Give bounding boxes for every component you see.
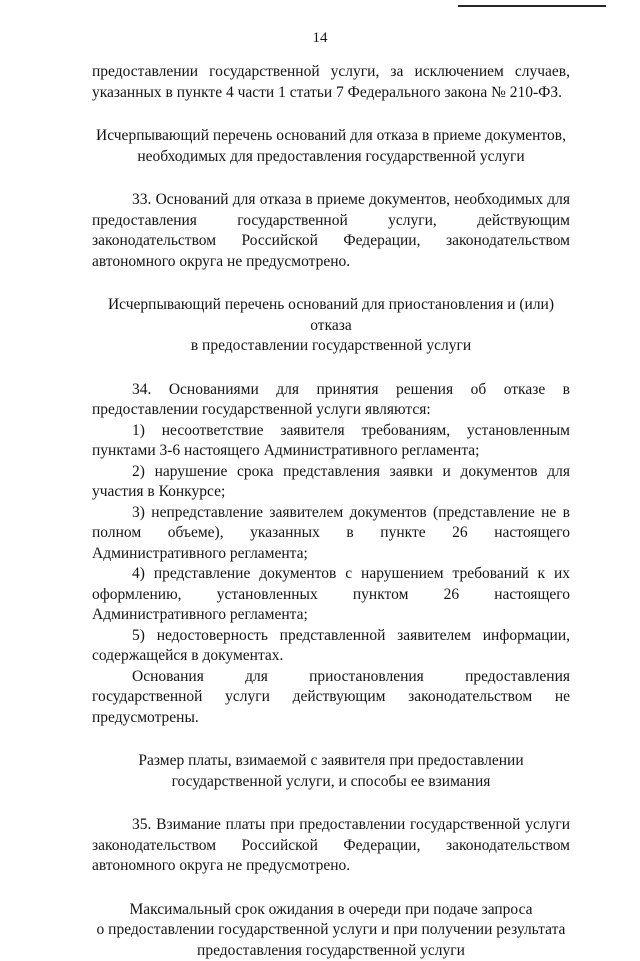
page-number: 14 — [0, 29, 640, 48]
section-heading-refusal-documents — [92, 126, 570, 167]
section-heading-suspension-refusal — [92, 295, 570, 357]
heading-line: Исчерпывающий перечень оснований для отказа в приеме документов, — [92, 126, 570, 147]
heading-line: необходимых для предоставления государственной услуги — [92, 147, 570, 168]
paragraph-35: 35. Взимание платы при предоставлении государственной услуги законодательством Российской Федерации, законодательством автономного округа не предусмотрено. — [92, 815, 570, 877]
heading-line: о предоставлении государственной услуги и при получении результата — [92, 920, 570, 941]
list-item: 4) представление документов с нарушением требований к их оформлению, установленных пунктом 26 настоящего Административного регламента; — [92, 564, 570, 626]
heading-line: Максимальный срок ожидания в очереди при подаче запроса — [92, 900, 570, 921]
heading-line: в предоставлении государственной услуги — [92, 336, 570, 357]
section-heading-queue-time — [92, 900, 570, 961]
list-item: 3) непредставление заявителем документов (представление не в полном объеме), указанных в пункте 26 настоящего Административного регламента; — [92, 503, 570, 565]
heading-line: государственной услуги, и способы ее взимания — [92, 772, 570, 793]
list-item: 5) недостоверность представленной заявителем информации, содержащейся в документах. — [92, 626, 570, 667]
heading-line: Размер платы, взимаемой с заявителя при предоставлении — [92, 751, 570, 772]
paragraph-34: 34. Основаниями для принятия решения об отказе в предоставлении государственной услуги являются: — [92, 380, 570, 421]
heading-line: предоставления государственной услуги — [92, 941, 570, 961]
paragraph-continuation: предоставлении государственной услуги, за исключением случаев, указанных в пункте 4 части 1 статьи 7 Федерального закона № 210-ФЗ. — [92, 62, 570, 103]
list-item: 1) несоответствие заявителя требованиям, установленным пунктами 3-6 настоящего Административного регламента; — [92, 421, 570, 462]
document-body — [92, 62, 570, 961]
top-rule — [458, 5, 606, 7]
list-item: 2) нарушение срока представления заявки и документов для участия в Конкурсе; — [92, 462, 570, 503]
heading-line: Исчерпывающий перечень оснований для приостановления и (или) отказа — [92, 295, 570, 336]
section-heading-fee — [92, 751, 570, 792]
paragraph-33: 33. Оснований для отказа в приеме документов, необходимых для предоставления государственной услуги, действующим законодательством Российской Федерации, законодательством автономного округа не предусмотрено. — [92, 190, 570, 272]
paragraph-suspension: Основания для приостановления предоставления государственной услуги действующим законодательством не предусмотрены. — [92, 667, 570, 729]
